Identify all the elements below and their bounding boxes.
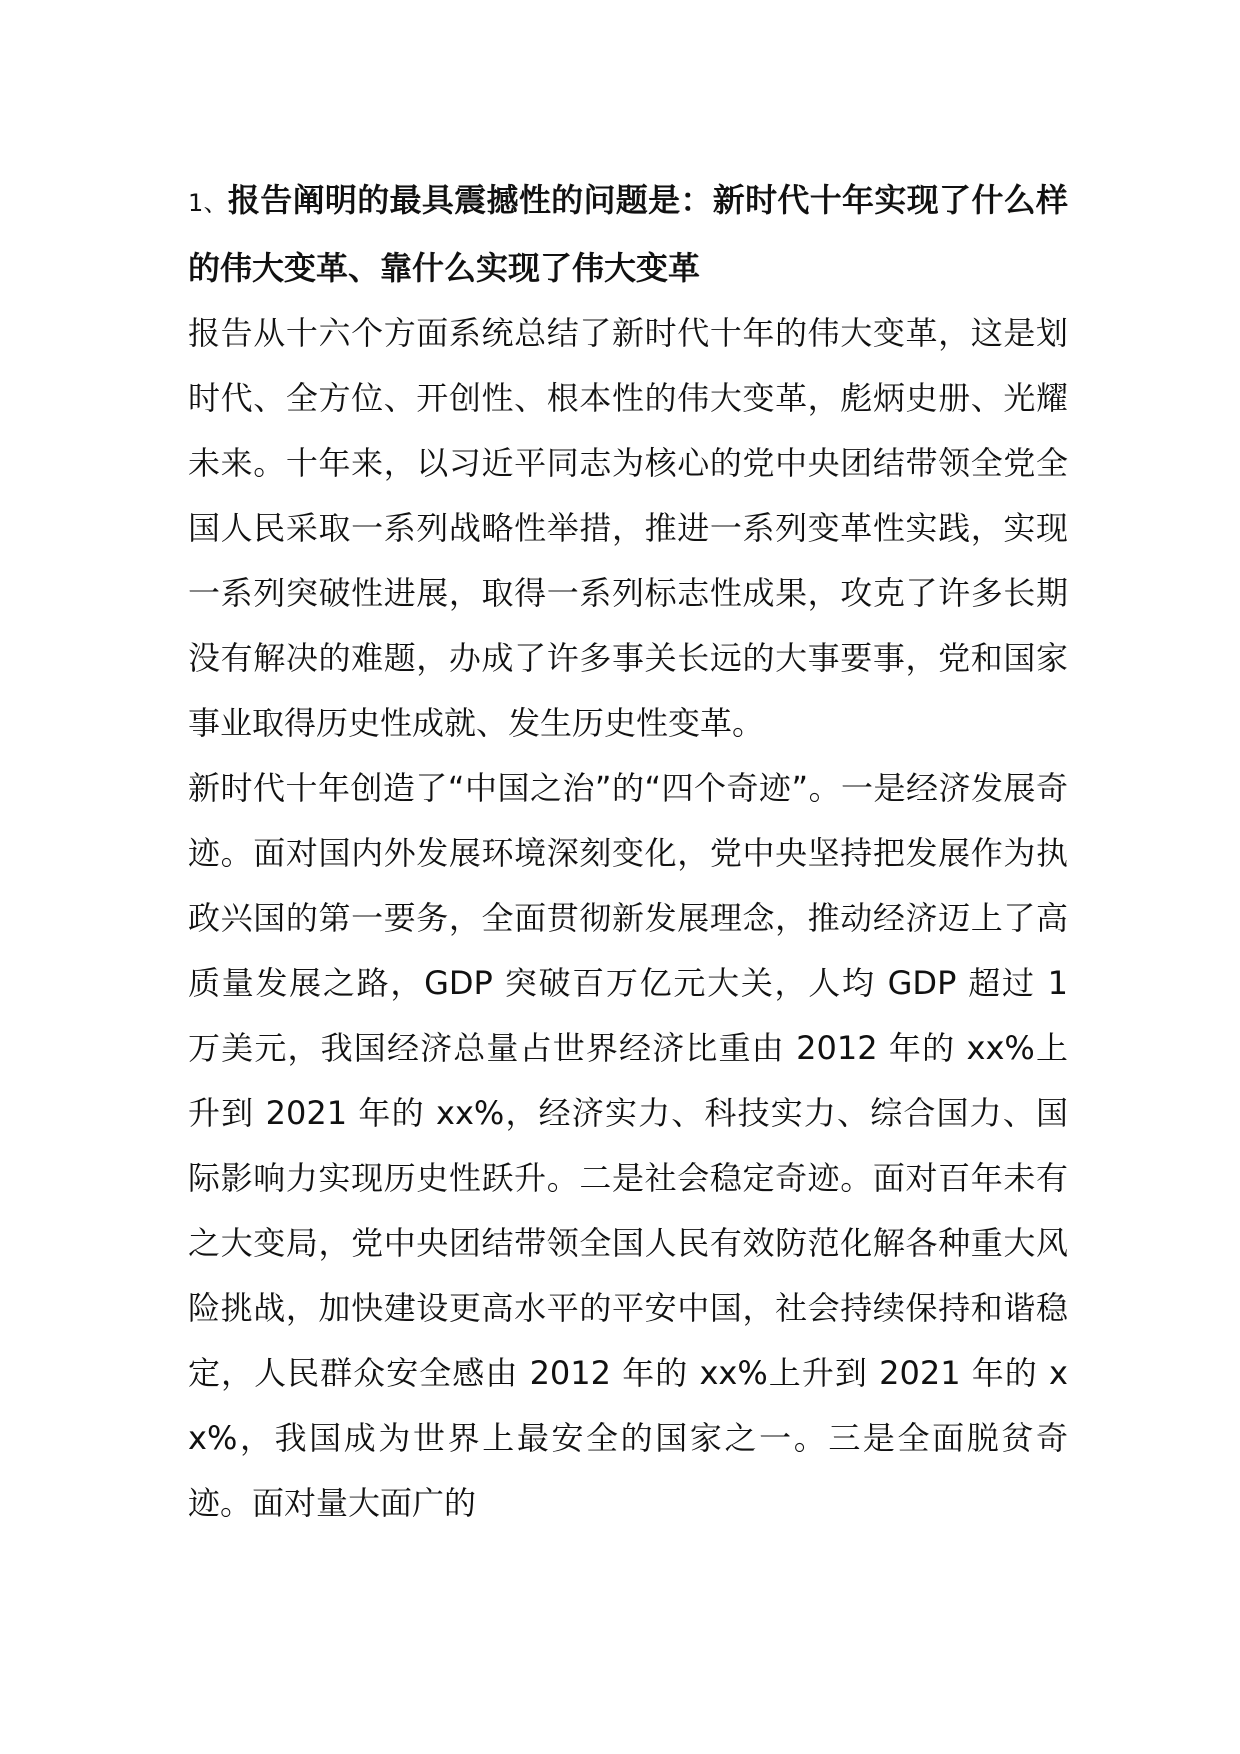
section-number: 1、 (188, 189, 228, 217)
section-heading-text: 报告阐明的最具震撼性的问题是：新时代十年实现了什么样的伟大变革、靠什么实现了伟大变革 (188, 181, 1068, 287)
paragraph-1: 报告从十六个方面系统总结了新时代十年的伟大变革，这是划时代、全方位、开创性、根本性的伟大变革，彪炳史册、光耀未来。十年来，以习近平同志为核心的党中央团结带领全党全国人民采取一系列战略性举措，推进一系列变革性实践，实现一系列突破性进展，取得一系列标志性成果，攻克了许多长期没有解决的难题，办成了许多事关长远的大事要事，党和国家事业取得历史性成就、发生历史性变革。 (188, 314, 1068, 742)
document-body (188, 168, 1068, 1536)
section-heading (188, 168, 1068, 301)
paragraph-2: 新时代十年创造了“中国之治”的“四个奇迹”。一是经济发展奇迹。面对国内外发展环境深刻变化，党中央坚持把发展作为执政兴国的第一要务，全面贯彻新发展理念，推动经济迈上了高质量发展之路，GDP 突破百万亿元大关，人均 GDP 超过 1 万美元，我国经济总量占世界经济比重由 2012 年的 xx%上升到 2021 年的 xx%，经济实力、科技实力、综合国力、国际影响力实现历史性跃升。二是社会稳定奇迹。面对百年未有之大变局，党中央团结带领全国人民有效防范化解各种重大风险挑战，加快建设更高水平的平安中国，社会持续保持和谐稳定，人民群众安全感由 2012 年的 xx%上升到 2021 年的 xx%，我国成为世界上最安全的国家之一。三是全面脱贫奇迹。面对量大面广的 (188, 769, 1068, 1522)
